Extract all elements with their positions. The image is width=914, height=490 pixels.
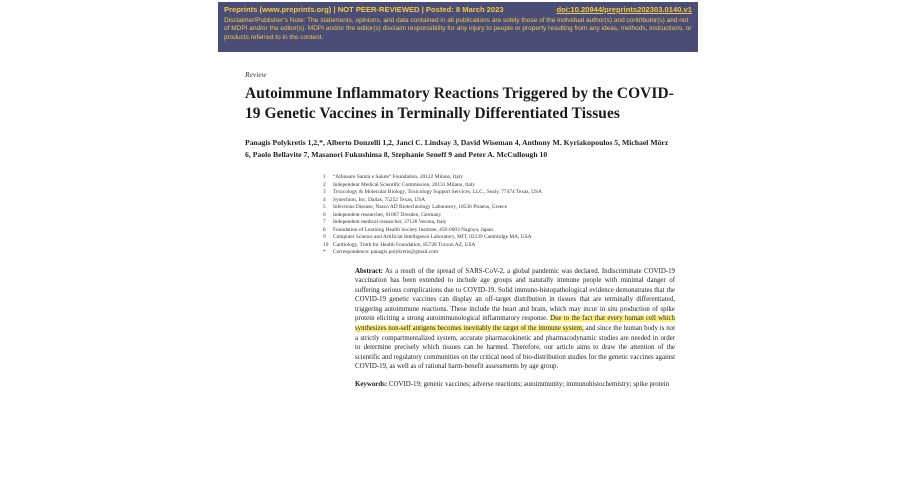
abstract-text: As a result of the spread of SARS-CoV-2, a global pandemic was declared. Indiscriminate COVID-19 vaccination has been extended to include age groups and naturally immune people with minimal danger of suffering serious complications due to COVID-19. Solid immuno-histopathological evidence demonstrates that the COVID-19 genetic vaccines can display an off-target distribution in tissues that are terminally differentiated, triggering autoimmune reactions. These include the heart and brain, which may incur in situ production of spike protein eliciting a strong autoimmunological inflammatory response.	[355, 267, 675, 323]
affiliation-text: Independent medical researcher, 37126 Verona, Italy	[333, 219, 447, 225]
affiliation-text: “Allineare Sanità e Salute” Foundation, 20122 Milano, Italy	[333, 174, 463, 180]
affiliation-number: 4	[323, 196, 326, 203]
keywords-text: COVID-19; genetic vaccines; adverse reactions; autoimmunity; immunohistochemistry; spike protein	[387, 381, 670, 389]
affiliation-item	[323, 189, 675, 197]
affiliation-item	[323, 227, 675, 235]
affiliation-text: Correspondence: panagis.polykretis@gmail.com	[333, 249, 439, 255]
highlighted-text: Due to the fact that every human cell which synthesizes non-self antigens becomes inevitably the target of the immune system,	[355, 315, 675, 333]
author-list: Panagis Polykretis 1,2,*, Alberto Donzelli 1,2, Janci C. Lindsay 3, David Wiseman 4, Anthony M. Kyriakopoulos 5, Michael Mörz 6, Paolo Bellavite 7, Masanori Fukushima 8, Stephanie Seneff 9 and Peter A. McCullough 10	[245, 138, 669, 159]
keywords	[355, 380, 675, 390]
affiliation-item	[323, 204, 675, 212]
affiliation-item	[323, 182, 675, 190]
affiliation-text: Toxicology & Molecular Biology, Toxicology Support Services, LLC., Sealy, 77474 Texas, USA	[333, 189, 542, 195]
affiliation-item	[323, 249, 675, 257]
affiliation-text: Synechion, Inc, Dallas, 75252 Texas, USA	[333, 196, 426, 203]
affiliation-item	[323, 242, 675, 250]
affiliation-number: 10	[323, 241, 329, 248]
site-link[interactable]: Preprints (www.preprints.org)	[224, 5, 332, 14]
paper-page	[245, 70, 675, 390]
doi-link[interactable]: doi:10.20944/preprints202303.0140.v1	[556, 5, 692, 14]
affiliation-item	[323, 219, 675, 227]
posted-date: Posted: 8 March 2023	[425, 5, 504, 14]
affiliation-number: 8	[323, 226, 326, 233]
affiliation-list	[323, 174, 675, 257]
affiliation-text: Independent Medical Scientific Commission, 20131 Milano, Italy	[333, 181, 475, 188]
paper-title: Autoimmune Inflammatory Reactions Triggered by the COVID-19 Genetic Vaccines in Terminally Differentiated Tissues	[245, 85, 674, 122]
keywords-label: Keywords:	[355, 381, 388, 389]
affiliation-text: Independent researcher, 01067 Dresden, Germany	[333, 211, 442, 218]
disclaimer-text: Disclaimer/Publisher’s Note: The statements, opinions, and data contained in all publications are solely those of the individual author(s) and contributor(s) and not of MDPI and/or the editor(s). MDPI and/or the editor(s) disclaim responsibility for any injury to people or property resulting from any ideas, methods, instructions, or products referred to in the content.	[224, 17, 692, 41]
preprint-banner	[218, 2, 698, 52]
affiliation-number: 5	[323, 204, 326, 210]
banner-meta	[224, 5, 504, 15]
affiliation-item	[323, 197, 675, 205]
abstract-label: Abstract:	[355, 267, 383, 275]
affiliation-number: 7	[323, 219, 326, 225]
affiliation-number: *	[323, 249, 326, 255]
affiliation-text: Cardiology, Truth for Health Foundation, 85728 Tucson AZ, USA	[333, 241, 476, 248]
affiliation-number: 9	[323, 234, 326, 240]
affiliation-number: 2	[323, 181, 326, 188]
affiliation-number: 3	[323, 189, 326, 195]
abstract-text-continued: and since the human body is not a strictly compartmentalized system, accurate pharmacokinetic and pharmacodynamic studies are needed in order to determine precisely which tissues can be harmed. Therefore, our article aims to draw the attention of the scientific and regulatory communities on the critical need of bio-distribution studies for the genetic vaccines against COVID-19, as well as of rational harm-benefit assessments by age group.	[355, 325, 675, 371]
affiliation-item	[323, 174, 675, 182]
separator: |	[333, 5, 336, 14]
affiliation-number: 6	[323, 211, 326, 218]
affiliation-item	[323, 234, 675, 242]
affiliation-number: 1	[323, 174, 326, 180]
affiliation-text: Computer Science and Artificial Intelligence Laboratory, MIT, 02139 Cambridge MA, USA	[333, 234, 532, 240]
separator: |	[421, 5, 424, 14]
abstract	[355, 267, 675, 373]
affiliation-text: Foundation of Learning Health Society Institute, 450-0003 Nagoya, Japan	[333, 226, 493, 233]
banner-header	[224, 5, 692, 15]
review-status: NOT PEER-REVIEWED	[337, 5, 420, 14]
affiliation-item	[323, 212, 675, 220]
article-type: Review	[245, 70, 267, 79]
affiliation-text: Infectious Disease, Nasco AD Biotechnology Laboratory, 18536 Piraeus, Greece	[333, 204, 508, 210]
